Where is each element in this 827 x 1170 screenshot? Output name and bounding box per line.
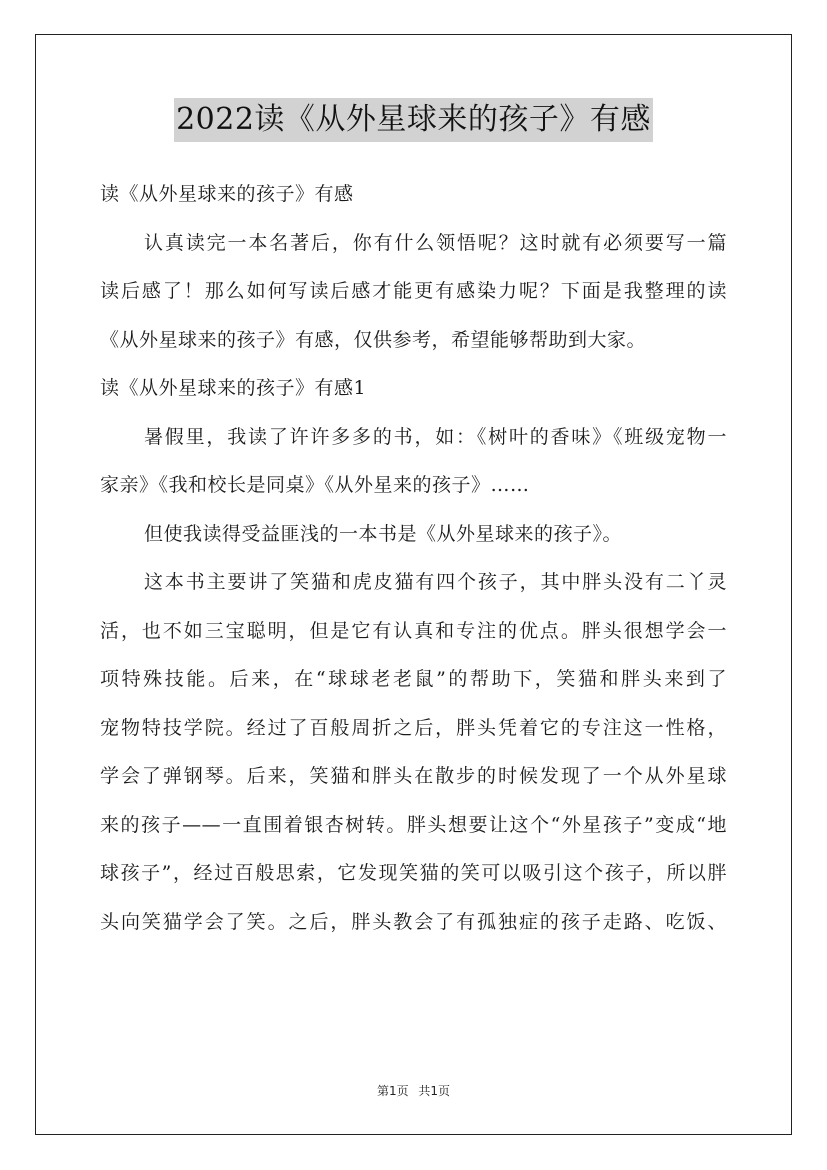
paragraph-line: 宠物特技学院。经过了百般周折之后，胖头凭着它的专注这一性格， <box>100 716 727 739</box>
section-heading: 读《从外星球来的孩子》有感 <box>100 183 354 205</box>
paragraph-line: 头向笑猫学会了笑。之后，胖头教会了有孤独症的孩子走路、吃饭、 <box>100 910 727 933</box>
paragraph-line: 《从外星球来的孩子》有感，仅供参考，希望能够帮助到大家。 <box>100 328 647 351</box>
section-heading: 读《从外星球来的孩子》有感1 <box>100 377 367 399</box>
page-number: 第1页 <box>376 1084 409 1098</box>
paragraph-line: 球孩子”，经过百般思索，它发现笑猫的笑可以吸引这个孩子，所以胖 <box>100 862 727 884</box>
paragraph-line: 项特殊技能。后来，在“球球老老鼠”的帮助下，笑猫和胖头来到了 <box>100 668 727 690</box>
paragraph-line: 家亲》《我和校长是同桌》《从外星来的孩子》…… <box>100 474 530 496</box>
paragraph-line: 暑假里，我读了许许多多的书，如：《树叶的香味》《班级宠物一 <box>144 425 727 448</box>
paragraph-line: 学会了弹钢琴。后来，笑猫和胖头在散步的时候发现了一个从外星球 <box>100 765 727 787</box>
paragraph-line: 活，也不如三宝聪明，但是它有认真和专注的优点。胖头很想学会一 <box>100 619 727 642</box>
page-footer <box>0 1082 827 1099</box>
paragraph-line: 认真读完一本名著后，你有什么领悟呢？这时就有必须要写一篇 <box>144 231 727 254</box>
paragraph-line: 但使我读得受益匪浅的一本书是《从外星球来的孩子》。 <box>144 522 623 545</box>
paragraph-line: 来的孩子——一直围着银杏树转。胖头想要让这个“外星孩子”变成“地 <box>100 813 727 836</box>
title-container <box>0 98 827 142</box>
document-body <box>100 170 727 946</box>
page-total: 共1页 <box>418 1084 451 1098</box>
paragraph-line: 读后感了！那么如何写读后感才能更有感染力呢？下面是我整理的读 <box>100 280 727 302</box>
document-title: 2022读《从外星球来的孩子》有感 <box>174 98 653 142</box>
paragraph-line: 这本书主要讲了笑猫和虎皮猫有四个孩子，其中胖头没有二丫灵 <box>144 571 727 593</box>
